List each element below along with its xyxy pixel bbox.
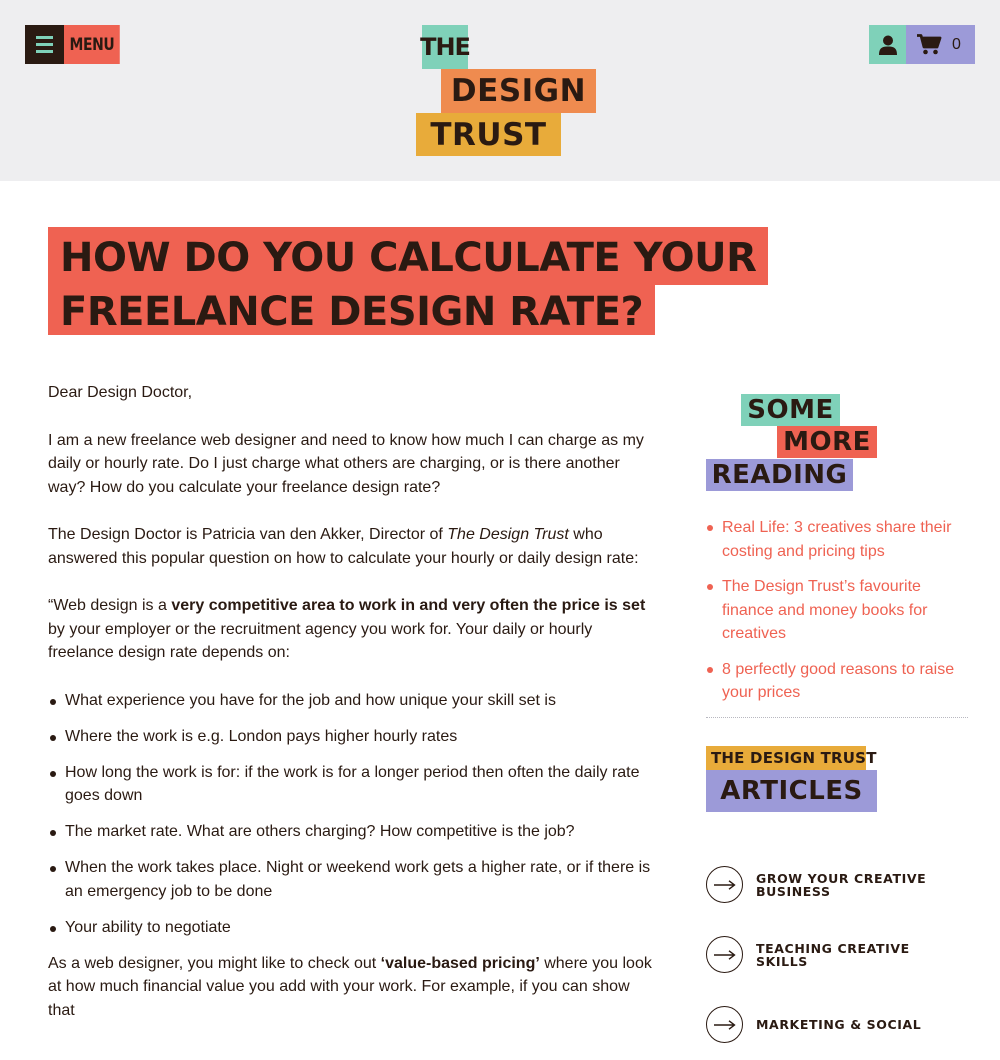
menu-label: MENU [64, 25, 120, 64]
list-item: The market rate. What are others charging? How competitive is the job? [48, 820, 660, 844]
logo-trust: TRUST [416, 113, 561, 156]
intro-text-end: who answered this popular question on how to calculate your hourly or daily design rate: [48, 526, 639, 567]
list-item: When the work takes place. Night or weekend work gets a higher rate, or if there is an emergency job to be done [48, 856, 660, 903]
logo-design: DESIGN [441, 69, 596, 113]
reading-heading [706, 380, 968, 500]
reading-heading-some: SOME [741, 394, 840, 426]
category-link[interactable] [706, 850, 968, 920]
reading-link[interactable]: 8 perfectly good reasons to raise your prices [706, 658, 968, 705]
cart-icon [917, 34, 941, 55]
site-logo[interactable] [0, 0, 1000, 181]
articles-heading-brand: THE DESIGN TRUST [706, 746, 866, 770]
sidebar [706, 380, 968, 1060]
reading-link[interactable]: The Design Trust’s favourite finance and money books for creatives [706, 575, 968, 646]
site-header [0, 0, 1000, 181]
articles-heading-title: ARTICLES [706, 770, 877, 812]
arrow-right-icon [706, 866, 743, 903]
greeting: Dear Design Doctor, [48, 384, 193, 401]
question-paragraph: I am a new freelance web designer and need to know how much I can charge as my daily or hourly rate. Do I just charge what others are charging, or is there another way? How do you calculate your freelance design rate? [48, 431, 644, 496]
closing-paragraph [48, 952, 660, 1023]
reading-list [706, 516, 968, 705]
intro-paragraph [48, 523, 660, 570]
sidebar-divider [706, 717, 968, 718]
category-label: MARKETING & SOCIAL [756, 1017, 922, 1032]
answer-paragraph [48, 594, 660, 665]
reading-heading-reading: READING [706, 459, 853, 491]
reading-heading-more: MORE [777, 426, 877, 458]
intro-italic: The Design Trust [447, 526, 569, 543]
closing-bold: ‘value-based pricing’ [380, 954, 540, 972]
category-label: GROW YOUR CREATIVE BUSINESS [756, 870, 927, 899]
article-body [48, 381, 660, 1046]
intro-text: The Design Doctor is Patricia van den Akker, Director of [48, 526, 448, 543]
closing-text-end: where you look at how much financial value you add with your work. For example, if you can show that [48, 954, 652, 1019]
reading-link[interactable]: Real Life: 3 creatives share their costing and pricing tips [706, 516, 968, 563]
list-item: Your ability to negotiate [48, 916, 660, 940]
list-item: How long the work is for: if the work is for a longer period then often the daily rate goes down [48, 761, 660, 808]
factors-list [48, 689, 660, 940]
articles-heading [706, 746, 968, 824]
cart-count: 0 [952, 35, 961, 53]
list-item: Where the work is e.g. London pays higher hourly rates [48, 725, 660, 749]
arrow-right-icon [706, 1006, 743, 1043]
page-title-line-1: HOW DO YOU CALCULATE YOUR [48, 227, 768, 285]
list-item: What experience you have for the job and how unique your skill set is [48, 689, 660, 713]
category-link[interactable] [706, 990, 968, 1060]
category-link[interactable] [706, 920, 968, 990]
answer-text-end: by your employer or the recruitment agency you work for. Your daily or hourly freelance design rate depends on: [48, 620, 593, 661]
user-icon [879, 35, 897, 55]
cart-button[interactable] [906, 25, 975, 64]
arrow-right-icon [706, 936, 743, 973]
closing-text: As a web designer, you might like to check out [48, 954, 381, 972]
answer-bold: very competitive area to work in and very often the price is set [171, 597, 646, 614]
page-title-line-2: FREELANCE DESIGN RATE? [48, 285, 655, 335]
logo-the: THE [422, 25, 468, 69]
category-label: TEACHING CREATIVE SKILLS [756, 940, 910, 969]
category-list [706, 850, 968, 1060]
answer-text: “Web design is a [48, 597, 172, 614]
account-button[interactable] [869, 25, 906, 64]
